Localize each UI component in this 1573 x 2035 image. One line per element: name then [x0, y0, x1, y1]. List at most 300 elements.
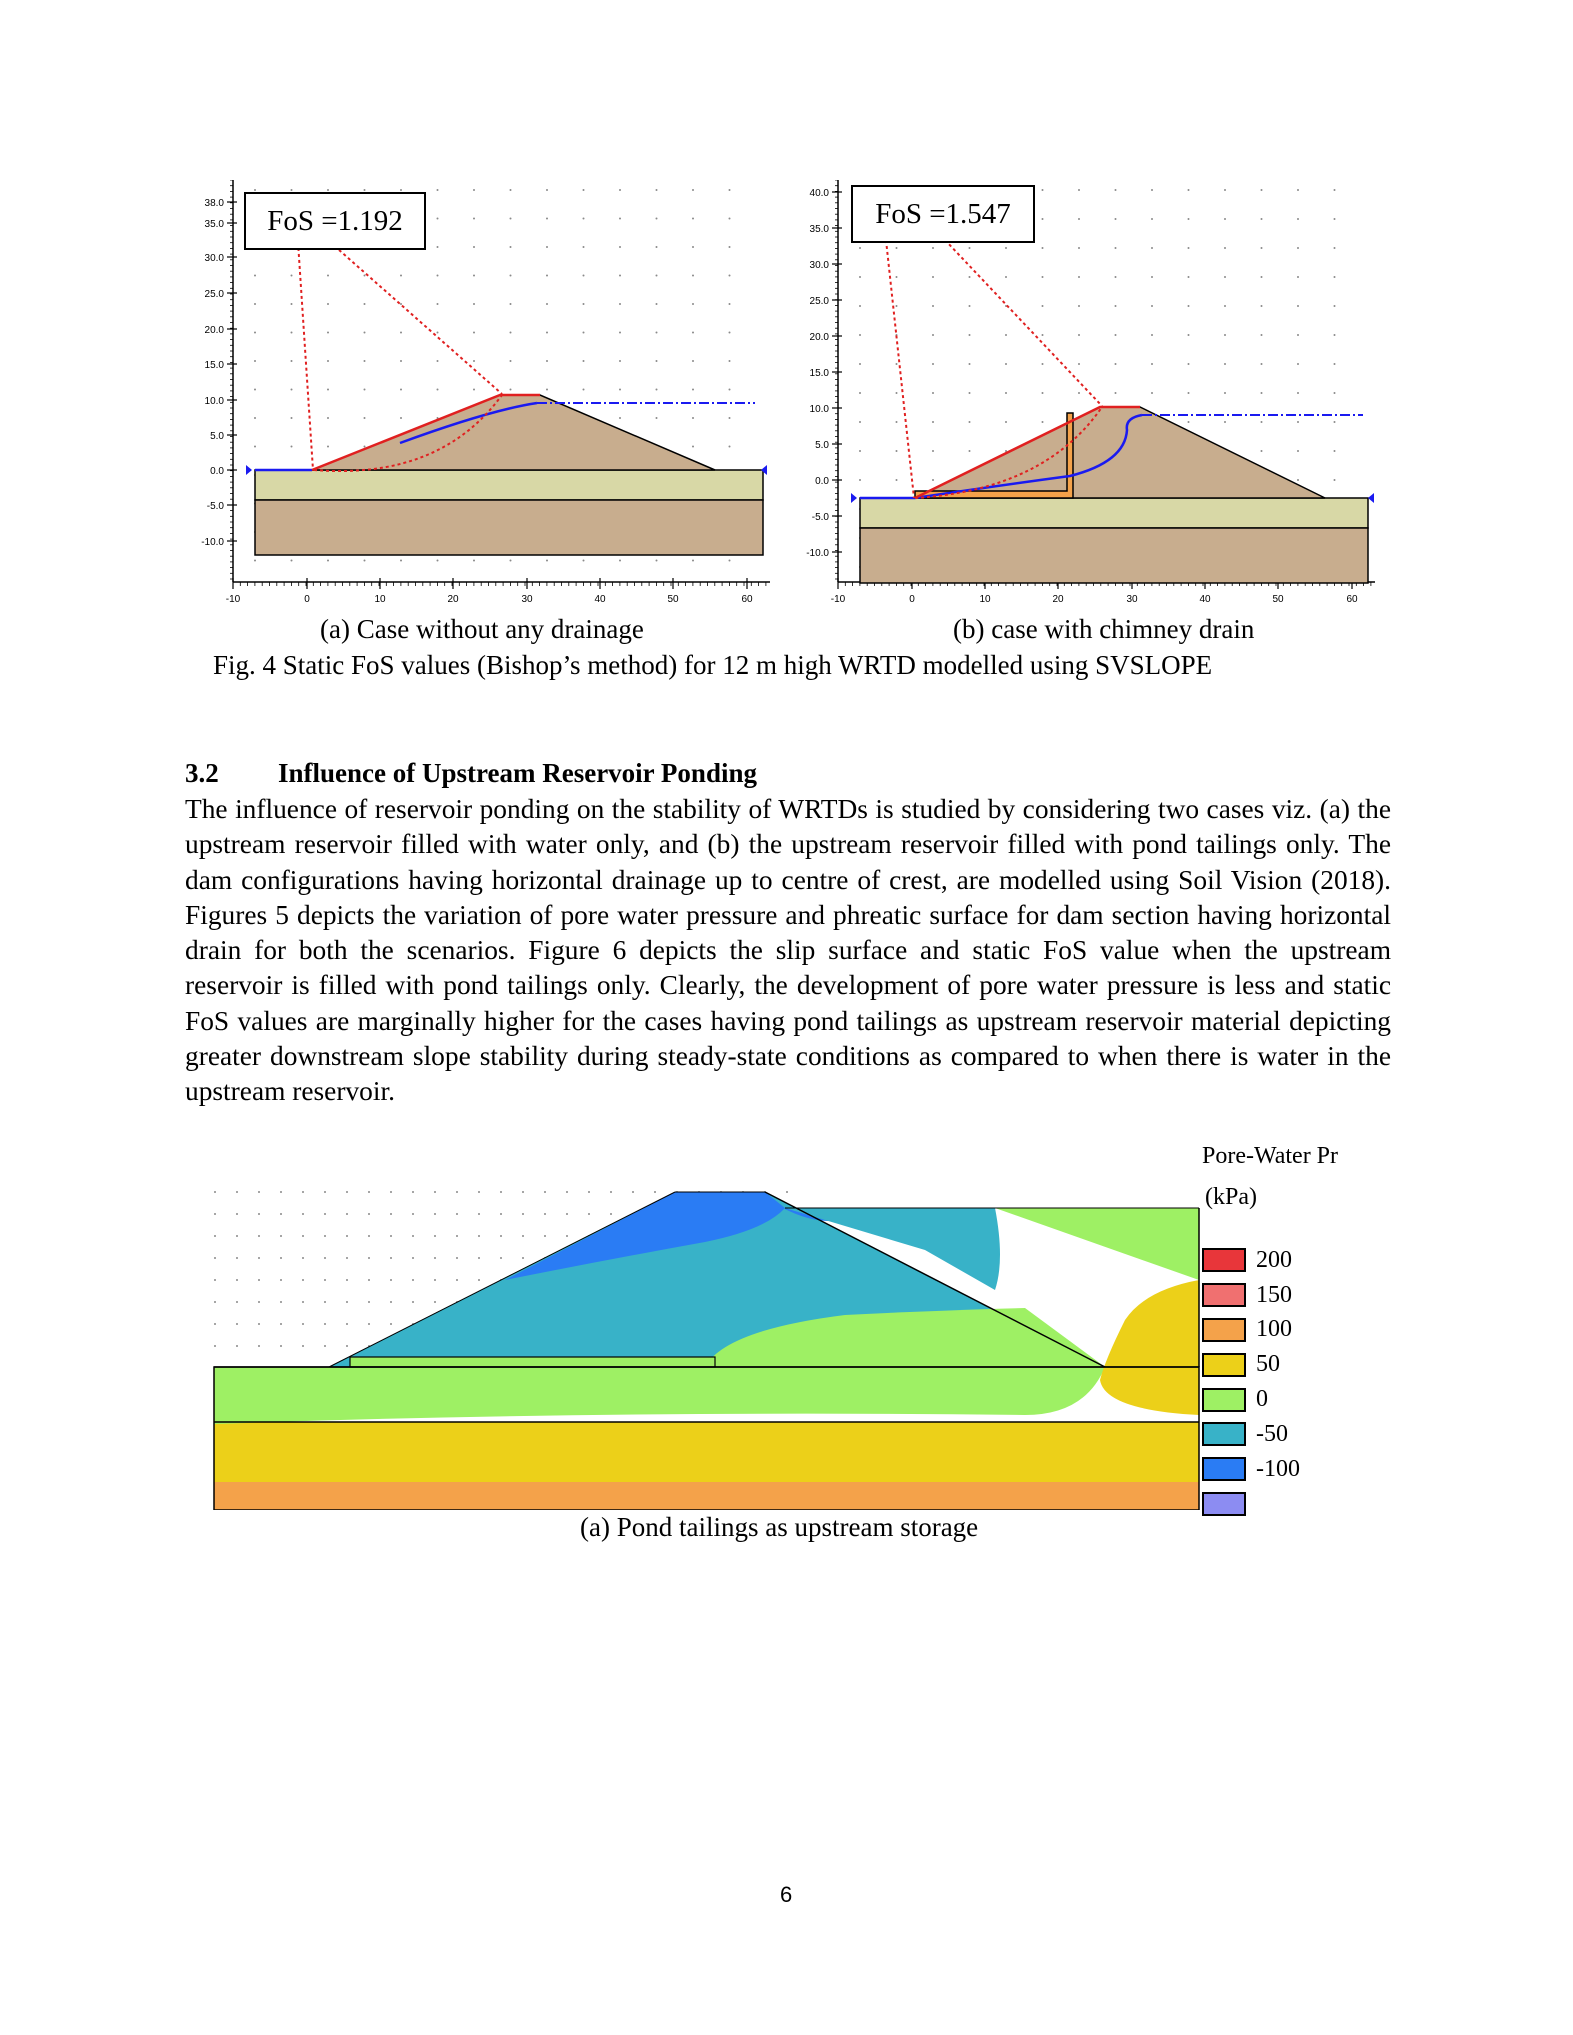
grid-dot	[969, 450, 971, 452]
grid-dot	[1297, 392, 1299, 394]
grid-dot	[1005, 392, 1007, 394]
legend-swatch	[1202, 1248, 1246, 1272]
grid-dot	[258, 1301, 260, 1303]
grid-dot	[456, 1191, 458, 1193]
grid-dot	[786, 1191, 788, 1193]
grid-dot	[969, 334, 971, 336]
grid-dot	[729, 189, 731, 191]
grid-dot	[1297, 218, 1299, 220]
grid-dot	[368, 1257, 370, 1259]
grid-dot	[583, 360, 585, 362]
grid-dot	[583, 275, 585, 277]
y-tick-label: 5.0	[210, 431, 224, 442]
grid-dot	[327, 560, 329, 562]
y-tick-label: 30.0	[809, 260, 829, 271]
grid-dot	[324, 1257, 326, 1259]
grid-dot	[258, 1345, 260, 1347]
grid-dot	[412, 1191, 414, 1193]
grid-dot	[302, 1345, 304, 1347]
x-tick-label: 0	[304, 594, 310, 605]
grid-dot	[1115, 334, 1117, 336]
grid-dot	[896, 276, 898, 278]
grid-dot	[619, 332, 621, 334]
grid-dot	[896, 247, 898, 249]
grid-dot	[302, 1279, 304, 1281]
legend-item	[1202, 1487, 1300, 1522]
grid-dot	[1334, 189, 1336, 191]
contour-zone-0	[995, 1208, 1199, 1280]
grid-dot	[456, 1257, 458, 1259]
foundation-lower-layer	[860, 528, 1368, 583]
grid-dot	[859, 392, 861, 394]
grid-dot	[473, 303, 475, 305]
grid-dot	[1261, 334, 1263, 336]
grid-dot	[1261, 276, 1263, 278]
grid-dot	[692, 446, 694, 448]
x-tick-label: 50	[1272, 594, 1284, 605]
grid-dot	[473, 246, 475, 248]
grid-dot	[302, 1301, 304, 1303]
grid-dot	[236, 1257, 238, 1259]
grid-dot	[327, 303, 329, 305]
grid-dot	[932, 334, 934, 336]
grid-dot	[1334, 218, 1336, 220]
grid-dot	[254, 417, 256, 419]
grid-dot	[510, 389, 512, 391]
grid-dot	[1261, 363, 1263, 365]
grid-dot	[729, 303, 731, 305]
grid-dot	[692, 275, 694, 277]
grid-dot	[258, 1235, 260, 1237]
foundation-lower-layer	[255, 500, 763, 555]
grid-dot	[368, 1301, 370, 1303]
grid-dot	[302, 1213, 304, 1215]
grid-dot	[656, 189, 658, 191]
grid-dot	[1005, 421, 1007, 423]
grid-dot	[364, 360, 366, 362]
slip-radius-line	[945, 240, 1102, 406]
grid-dot	[1224, 247, 1226, 249]
grid-dot	[364, 560, 366, 562]
grid-dot	[291, 360, 293, 362]
grid-dot	[729, 560, 731, 562]
grid-dot	[1297, 334, 1299, 336]
figure4b-caption: (b) case with chimney drain	[953, 614, 1255, 644]
grid-dot	[610, 1213, 612, 1215]
legend-title: Pore-Water Pr	[1202, 1143, 1339, 1169]
legend-item	[1202, 1382, 1300, 1417]
grid-dot	[1261, 392, 1263, 394]
grid-dot	[1042, 392, 1044, 394]
grid-dot	[236, 1191, 238, 1193]
grid-dot	[473, 218, 475, 220]
horizontal-drain	[350, 1357, 715, 1367]
grid-dot	[859, 305, 861, 307]
grid-dot	[896, 363, 898, 365]
grid-dot	[729, 218, 731, 220]
grid-dot	[346, 1191, 348, 1193]
grid-dot	[368, 1191, 370, 1193]
grid-dot	[1297, 363, 1299, 365]
grid-dot	[692, 417, 694, 419]
grid-dot	[346, 1257, 348, 1259]
grid-dot	[478, 1257, 480, 1259]
grid-dot	[214, 1301, 216, 1303]
grid-dot	[324, 1301, 326, 1303]
dam-body	[915, 407, 1325, 498]
x-tick-label: 30	[1126, 594, 1138, 605]
grid-dot	[1042, 334, 1044, 336]
legend-swatch	[1202, 1318, 1246, 1342]
figure5-caption: (a) Pond tailings as upstream storage	[580, 1512, 979, 1542]
grid-dot	[368, 1213, 370, 1215]
grid-dot	[1297, 479, 1299, 481]
grid-dot	[434, 1279, 436, 1281]
grid-dot	[327, 446, 329, 448]
grid-dot	[434, 1235, 436, 1237]
grid-dot	[236, 1301, 238, 1303]
grid-dot	[729, 446, 731, 448]
legend-swatch	[1202, 1457, 1246, 1481]
grid-dot	[368, 1279, 370, 1281]
grid-dot	[692, 389, 694, 391]
grid-dot	[324, 1323, 326, 1325]
slip-radius-line	[298, 242, 313, 470]
grid-dot	[1042, 421, 1044, 423]
grid-dot	[280, 1213, 282, 1215]
grid-dot	[291, 417, 293, 419]
grid-dot	[390, 1257, 392, 1259]
grid-dot	[610, 1191, 612, 1193]
grid-dot	[859, 334, 861, 336]
page-number: 6	[780, 1882, 793, 1907]
grid-dot	[1188, 189, 1190, 191]
y-tick-label: 25.0	[809, 296, 829, 307]
grid-dot	[434, 1301, 436, 1303]
grid-dot	[1151, 218, 1153, 220]
grid-dot	[1261, 450, 1263, 452]
grid-dot	[280, 1257, 282, 1259]
grid-dot	[692, 189, 694, 191]
x-tick-label: 10	[374, 594, 386, 605]
grid-dot	[1297, 450, 1299, 452]
grid-dot	[346, 1235, 348, 1237]
grid-dot	[969, 392, 971, 394]
grid-dot	[1078, 392, 1080, 394]
grid-dot	[1042, 305, 1044, 307]
grid-dot	[1151, 276, 1153, 278]
grid-dot	[656, 360, 658, 362]
grid-dot	[932, 305, 934, 307]
grid-dot	[236, 1235, 238, 1237]
y-tick-label: 0.0	[210, 466, 224, 477]
grid-dot	[583, 246, 585, 248]
grid-dot	[510, 303, 512, 305]
legend-swatch	[1202, 1353, 1246, 1377]
grid-dot	[1005, 247, 1007, 249]
grid-dot	[619, 246, 621, 248]
grid-dot	[656, 560, 658, 562]
grid-dot	[546, 303, 548, 305]
grid-dot	[1224, 218, 1226, 220]
x-tick-label: 20	[1052, 594, 1064, 605]
grid-dot	[346, 1345, 348, 1347]
grid-dot	[1224, 363, 1226, 365]
grid-dot	[500, 1191, 502, 1193]
grid-dot	[473, 389, 475, 391]
grid-dot	[692, 560, 694, 562]
grid-dot	[544, 1213, 546, 1215]
grid-dot	[437, 246, 439, 248]
y-tick-label: 0.0	[815, 476, 829, 487]
grid-dot	[1334, 421, 1336, 423]
grid-dot	[859, 450, 861, 452]
grid-dot	[280, 1191, 282, 1193]
grid-dot	[364, 332, 366, 334]
grid-dot	[214, 1323, 216, 1325]
grid-dot	[544, 1191, 546, 1193]
grid-dot	[214, 1257, 216, 1259]
legend-unit: (kPa)	[1205, 1184, 1257, 1210]
grid-dot	[291, 389, 293, 391]
grid-dot	[254, 446, 256, 448]
grid-dot	[291, 189, 293, 191]
grid-dot	[1115, 305, 1117, 307]
grid-dot	[932, 421, 934, 423]
grid-dot	[254, 189, 256, 191]
boundary-marker	[851, 493, 857, 503]
grid-dot	[619, 417, 621, 419]
grid-dot	[1297, 421, 1299, 423]
x-tick-label: 40	[1199, 594, 1211, 605]
legend-label: 50	[1256, 1351, 1280, 1378]
grid-dot	[1151, 189, 1153, 191]
grid-dot	[1115, 189, 1117, 191]
grid-dot	[1261, 189, 1263, 191]
grid-dot	[583, 560, 585, 562]
grid-dot	[969, 363, 971, 365]
grid-dot	[280, 1279, 282, 1281]
grid-dot	[969, 421, 971, 423]
grid-dot	[437, 360, 439, 362]
grid-dot	[500, 1235, 502, 1237]
grid-dot	[1334, 334, 1336, 336]
grid-dot	[434, 1257, 436, 1259]
grid-dot	[456, 1279, 458, 1281]
grid-dot	[302, 1191, 304, 1193]
grid-dot	[656, 303, 658, 305]
grid-dot	[583, 389, 585, 391]
grid-dot	[510, 332, 512, 334]
legend-label: 100	[1256, 1316, 1292, 1343]
grid-dot	[434, 1191, 436, 1193]
y-tick-label: -10.0	[201, 537, 224, 548]
grid-dot	[546, 389, 548, 391]
y-tick-label: 35.0	[204, 219, 224, 230]
grid-dot	[478, 1213, 480, 1215]
grid-dot	[692, 303, 694, 305]
grid-dot	[400, 303, 402, 305]
grid-dot	[437, 332, 439, 334]
grid-dot	[896, 479, 898, 481]
grid-dot	[729, 246, 731, 248]
figure4b-plot	[795, 180, 1385, 610]
slip-radius-line	[330, 242, 502, 394]
y-tick-label: 35.0	[809, 224, 829, 235]
grid-dot	[400, 332, 402, 334]
legend-label: -50	[1256, 1420, 1288, 1447]
grid-dot	[522, 1213, 524, 1215]
grid-dot	[1188, 218, 1190, 220]
grid-dot	[400, 360, 402, 362]
grid-dot	[1334, 305, 1336, 307]
grid-dot	[364, 303, 366, 305]
grid-dot	[324, 1191, 326, 1193]
grid-dot	[327, 389, 329, 391]
grid-dot	[280, 1235, 282, 1237]
grid-dot	[729, 417, 731, 419]
grid-dot	[364, 275, 366, 277]
grid-dot	[400, 389, 402, 391]
x-tick-label: 40	[594, 594, 606, 605]
grid-dot	[1078, 305, 1080, 307]
x-tick-label: 30	[521, 594, 533, 605]
grid-dot	[729, 389, 731, 391]
grid-dot	[1151, 247, 1153, 249]
grid-dot	[1224, 392, 1226, 394]
grid-dot	[473, 560, 475, 562]
grid-dot	[1334, 363, 1336, 365]
grid-dot	[254, 303, 256, 305]
grid-dot	[1261, 421, 1263, 423]
boundary-marker	[1368, 493, 1374, 503]
grid-dot	[254, 360, 256, 362]
grid-dot	[1261, 247, 1263, 249]
grid-dot	[510, 246, 512, 248]
grid-dot	[1115, 247, 1117, 249]
grid-dot	[412, 1279, 414, 1281]
grid-dot	[1188, 363, 1190, 365]
grid-dot	[1078, 189, 1080, 191]
y-tick-label: 25.0	[204, 289, 224, 300]
grid-dot	[932, 479, 934, 481]
grid-dot	[619, 189, 621, 191]
grid-dot	[437, 389, 439, 391]
grid-dot	[510, 218, 512, 220]
grid-dot	[1078, 218, 1080, 220]
grid-dot	[473, 360, 475, 362]
grid-dot	[510, 189, 512, 191]
y-tick-label: 10.0	[204, 396, 224, 407]
grid-dot	[1115, 218, 1117, 220]
grid-dot	[254, 389, 256, 391]
legend-swatch	[1202, 1422, 1246, 1446]
grid-dot	[478, 1279, 480, 1281]
legend-item	[1202, 1452, 1300, 1487]
grid-dot	[1078, 276, 1080, 278]
grid-dot	[1334, 276, 1336, 278]
grid-dot	[656, 218, 658, 220]
grid-dot	[1297, 247, 1299, 249]
y-tick-label: -10.0	[806, 548, 829, 559]
grid-dot	[510, 560, 512, 562]
grid-dot	[932, 450, 934, 452]
grid-dot	[510, 275, 512, 277]
grid-dot	[1224, 305, 1226, 307]
grid-dot	[390, 1235, 392, 1237]
grid-dot	[364, 389, 366, 391]
legend-label: -100	[1256, 1455, 1300, 1482]
y-tick-label: 15.0	[809, 368, 829, 379]
grid-dot	[1005, 276, 1007, 278]
grid-dot	[473, 189, 475, 191]
grid-dot	[566, 1191, 568, 1193]
grid-dot	[437, 218, 439, 220]
grid-dot	[566, 1235, 568, 1237]
grid-dot	[1297, 189, 1299, 191]
y-tick-label: 38.0	[204, 198, 224, 209]
grid-dot	[729, 332, 731, 334]
grid-dot	[1261, 218, 1263, 220]
legend-item	[1202, 1417, 1300, 1452]
grid-dot	[214, 1235, 216, 1237]
grid-dot	[656, 246, 658, 248]
grid-dot	[291, 275, 293, 277]
grid-dot	[236, 1213, 238, 1215]
grid-dot	[1224, 334, 1226, 336]
grid-dot	[1078, 363, 1080, 365]
grid-dot	[1042, 189, 1044, 191]
legend-item	[1202, 1278, 1300, 1313]
grid-dot	[1261, 305, 1263, 307]
grid-dot	[324, 1235, 326, 1237]
grid-dot	[327, 189, 329, 191]
grid-dot	[1297, 305, 1299, 307]
grid-dot	[1224, 189, 1226, 191]
grid-dot	[588, 1213, 590, 1215]
x-tick-label: 50	[667, 594, 679, 605]
y-tick-label: -5.0	[811, 512, 829, 523]
grid-dot	[546, 360, 548, 362]
grid-dot	[583, 303, 585, 305]
grid-dot	[327, 275, 329, 277]
grid-dot	[546, 332, 548, 334]
slip-radius-line	[886, 240, 914, 498]
grid-dot	[1151, 363, 1153, 365]
boundary-marker	[246, 465, 252, 475]
contour-zone-50	[1100, 1280, 1199, 1415]
figure5-contour-plot	[205, 1180, 1205, 1510]
x-tick-label: 10	[979, 594, 991, 605]
grid-dot	[566, 1213, 568, 1215]
grid-dot	[364, 189, 366, 191]
grid-dot	[656, 275, 658, 277]
grid-dot	[437, 189, 439, 191]
grid-dot	[291, 560, 293, 562]
grid-dot	[412, 1235, 414, 1237]
grid-dot	[327, 332, 329, 334]
grid-dot	[400, 417, 402, 419]
y-tick-label: 10.0	[809, 404, 829, 415]
section-number: 3.2	[185, 758, 219, 788]
y-tick-label: 20.0	[809, 332, 829, 343]
grid-dot	[327, 417, 329, 419]
grid-dot	[1115, 363, 1117, 365]
grid-dot	[346, 1213, 348, 1215]
contour-zone-100	[214, 1480, 1199, 1510]
grid-dot	[656, 389, 658, 391]
y-tick-label: 15.0	[204, 360, 224, 371]
